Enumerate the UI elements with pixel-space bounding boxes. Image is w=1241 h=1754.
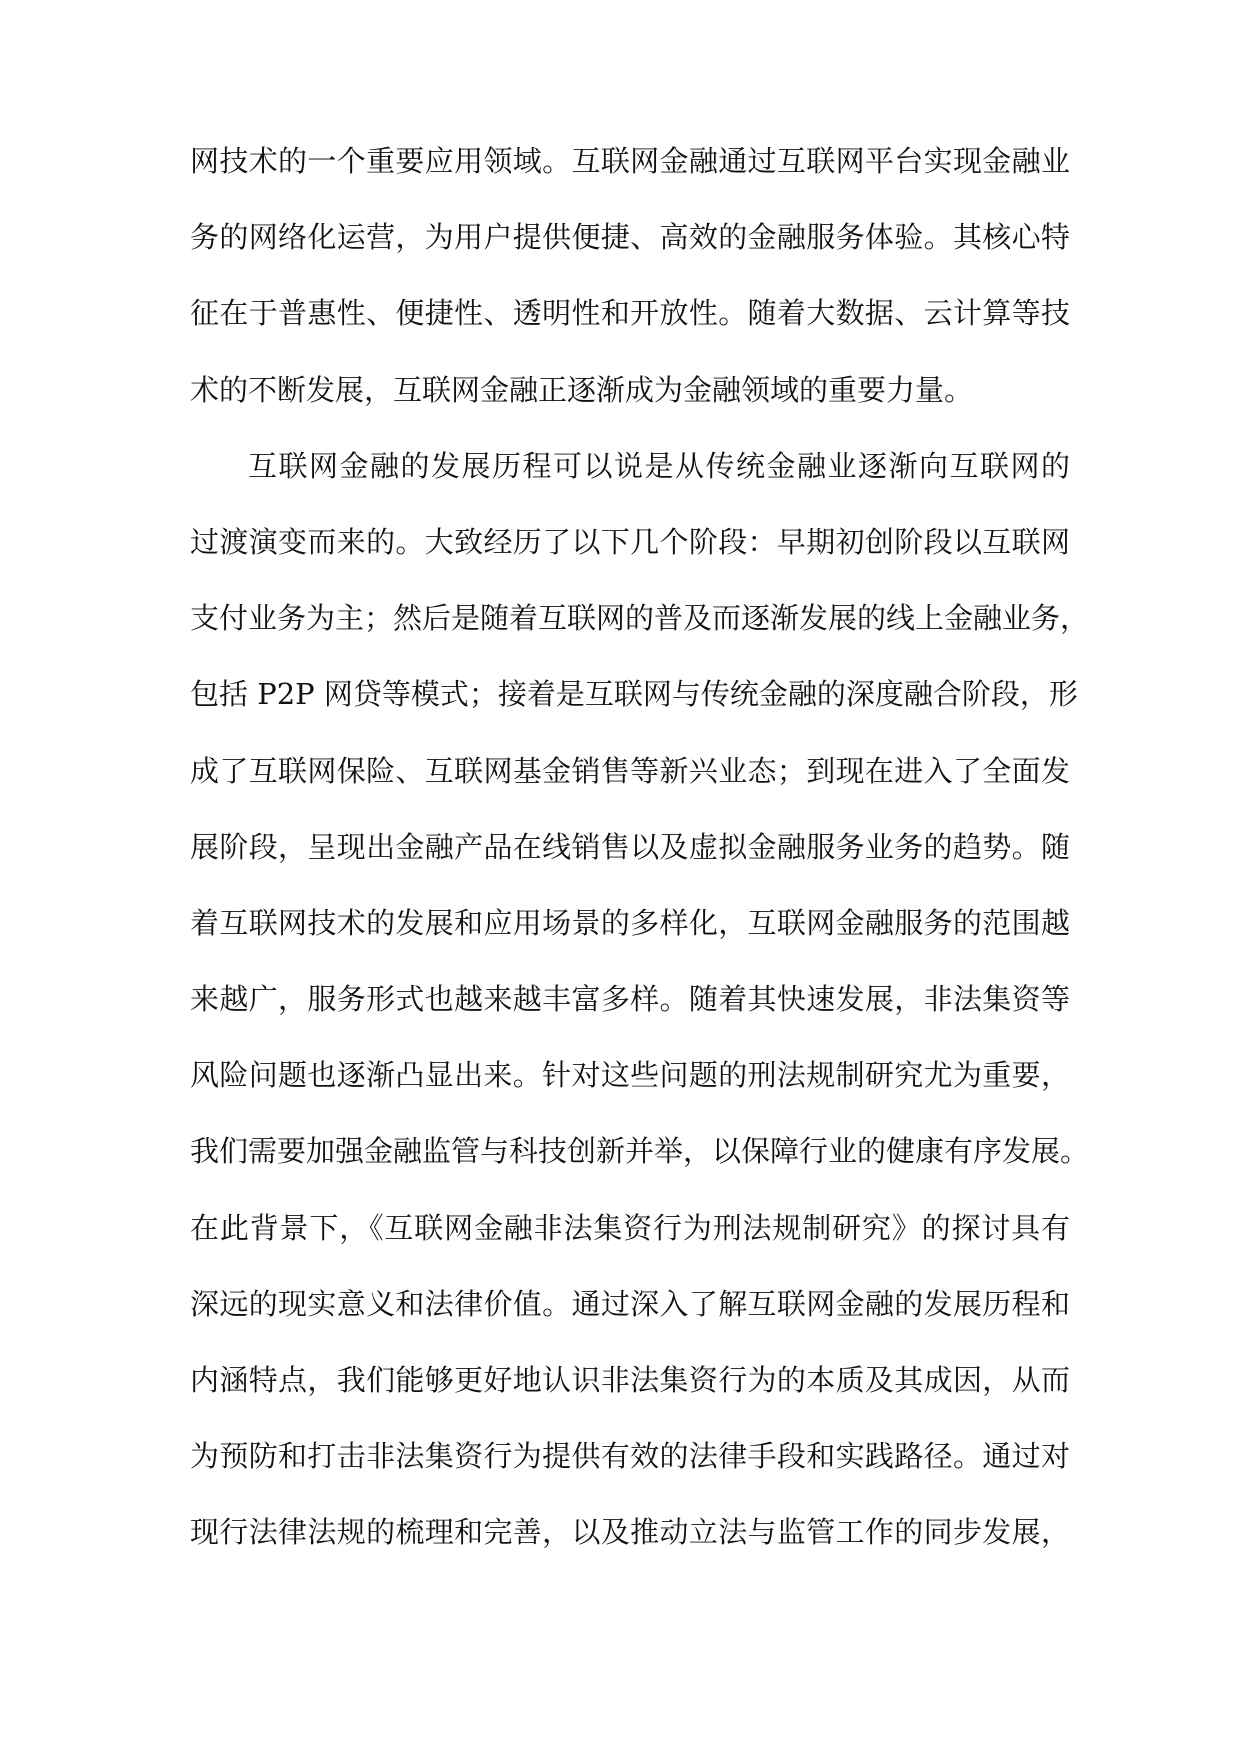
text-line: 着互联网技术的发展和应用场景的多样化，互联网金融服务的范围越 <box>190 905 1070 940</box>
text-line: 展阶段，呈现出金融产品在线销售以及虚拟金融服务业务的趋势。随 <box>190 829 1070 864</box>
text-line: 包括 P2P 网贷等模式；接着是互联网与传统金融的深度融合阶段，形 <box>190 677 1078 712</box>
text-line: 支付业务为主；然后是随着互联网的普及而逐渐发展的线上金融业务， <box>190 601 1090 636</box>
text-line: 深远的现实意义和法律价值。通过深入了解互联网金融的发展历程和 <box>190 1286 1070 1321</box>
text-line: 务的网络化运营，为用户提供便捷、高效的金融服务体验。其核心特 <box>190 220 1070 255</box>
text-line: 在此背景下，《互联网金融非法集资行为刑法规制研究》的探讨具有 <box>190 1210 1070 1245</box>
document-body <box>190 141 1090 1589</box>
text-line: 成了互联网保险、互联网基金销售等新兴业态；到现在进入了全面发 <box>190 753 1070 788</box>
text-line: 过渡演变而来的。大致经历了以下几个阶段：早期初创阶段以互联网 <box>190 524 1070 559</box>
text-line: 内涵特点，我们能够更好地认识非法集资行为的本质及其成因，从而 <box>190 1363 1070 1397</box>
text-line: 网技术的一个重要应用领域。互联网金融通过互联网平台实现金融业 <box>190 144 1070 178</box>
text-line: 我们需要加强金融监管与科技创新并举，以保障行业的健康有序发展。 <box>190 1134 1090 1169</box>
text-line: 来越广，服务形式也越来越丰富多样。随着其快速发展，非法集资等 <box>190 982 1070 1017</box>
text-line: 风险问题也逐渐凸显出来。针对这些问题的刑法规制研究尤为重要， <box>190 1058 1070 1093</box>
text-line: 现行法律法规的梳理和完善，以及推动立法与监管工作的同步发展， <box>190 1515 1070 1550</box>
text-line: 术的不断发展，互联网金融正逐渐成为金融领域的重要力量。 <box>190 372 974 407</box>
text-line: 为预防和打击非法集资行为提供有效的法律手段和实践路径。通过对 <box>190 1439 1070 1474</box>
text-line: 征在于普惠性、便捷性、透明性和开放性。随着大数据、云计算等技 <box>190 296 1070 331</box>
paragraph-first-line: 互联网金融的发展历程可以说是从传统金融业逐渐向互联网的 <box>248 448 1070 483</box>
